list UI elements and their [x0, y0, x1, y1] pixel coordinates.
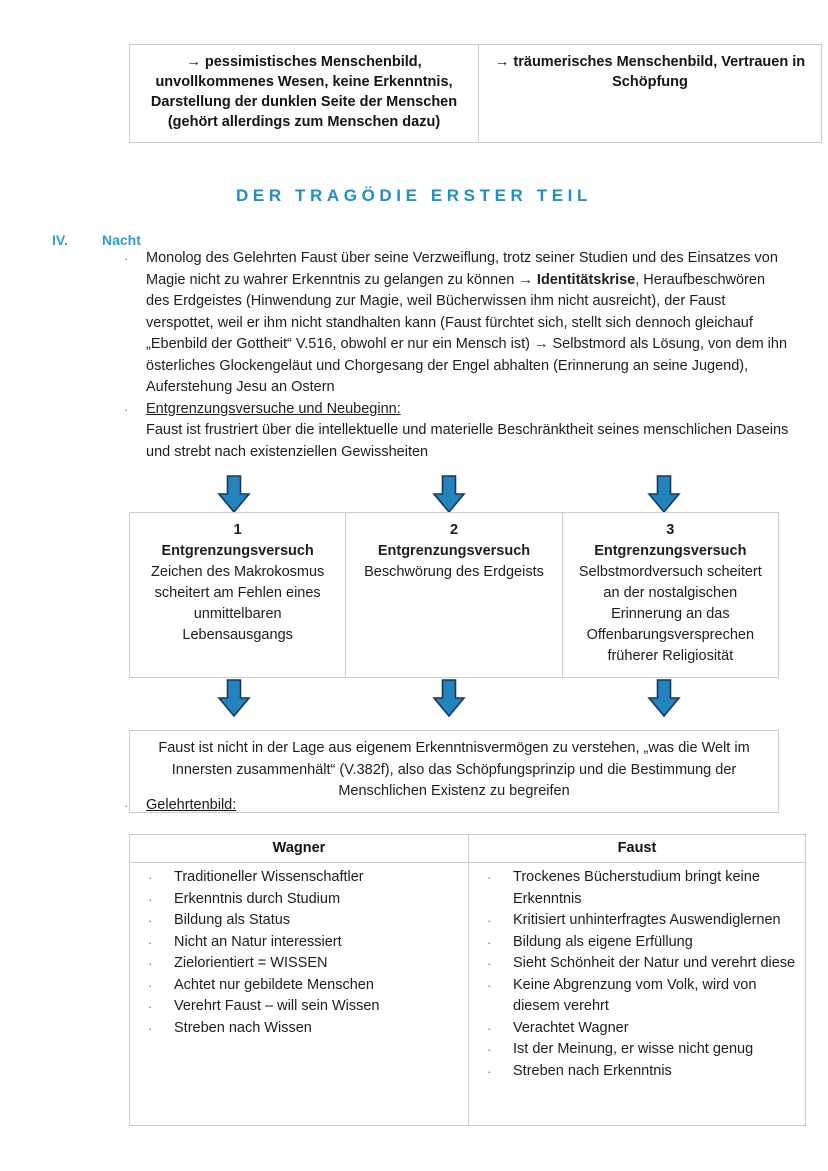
attempt-number: 1: [233, 522, 242, 538]
list-item-text: Ist der Meinung, er wisse nicht genug: [513, 1041, 754, 1057]
list-item-text: [146, 248, 790, 399]
list-item: [475, 975, 799, 1018]
gelehrtenbild-label: Gelehrtenbild:: [146, 797, 237, 813]
bullet-marker: ·: [124, 251, 129, 266]
down-block-arrow-icon: [644, 474, 692, 516]
table-row: [130, 863, 806, 1126]
attempt-heading: Entgrenzungsversuch: [377, 543, 531, 559]
bullet-marker: ·: [148, 870, 153, 885]
bullet-marker: ·: [487, 913, 492, 928]
bullet-marker: ·: [487, 1042, 492, 1057]
bullet-marker: ·: [124, 798, 129, 813]
section-heading: [52, 232, 452, 248]
attempt-heading: Entgrenzungsversuch: [161, 543, 314, 559]
bullet-marker: ·: [148, 934, 153, 950]
attempt-body: Zeichen des Makrokosmus scheitert am Fehlen eines unmittelbaren Lebensausgangs: [151, 564, 325, 643]
list-item-text: Kritisiert unhinterfragtes Auswendiglernen: [513, 912, 781, 928]
bullet-marker: ·: [487, 1063, 492, 1079]
menschenbild-comparison-table: [129, 44, 822, 143]
arrow-row-to-attempts: [129, 474, 779, 516]
list-item: [136, 867, 462, 889]
list-item: [475, 910, 799, 932]
wagner-cell: [130, 863, 469, 1126]
text-run: Faust ist frustriert über die intellektuelle und materielle Beschränktheit seines menschlichen Daseins und strebt nach existenziellen Gewissheiten: [146, 422, 789, 460]
down-block-arrow-icon: [429, 474, 477, 516]
text-run: Identitätskrise: [536, 271, 636, 288]
list-item-text: Verachtet Wagner: [513, 1019, 629, 1036]
nacht-summary-list: [118, 248, 790, 463]
list-item-text: Zielorientiert = WISSEN: [174, 955, 328, 971]
list-item-text: Verehrt Faust – will sein Wissen: [174, 998, 380, 1014]
text-run: Entgrenzungsversuche und Neubeginn:: [146, 400, 401, 417]
attempt-number: 2: [449, 522, 459, 538]
list-item-text: Sieht Schönheit der Natur und verehrt diese: [513, 955, 796, 971]
wagner-faust-table: [129, 834, 806, 1126]
down-block-arrow-icon: [214, 678, 262, 720]
conclusion-text: Faust ist nicht in der Lage aus eigenem Erkenntnisvermögen zu verstehen, „was die Welt im Innersten zusammenhält“ (V.382f), also das Schöpfungsprinzip und die Bestimmung der Menschlichen Existenz zu begreifen: [130, 731, 779, 813]
section-number: IV.: [52, 232, 68, 248]
list-item-text: Achtet nur gebildete Menschen: [174, 976, 374, 993]
arrow-row-to-conclusion: [129, 678, 779, 720]
bullet-marker: ·: [487, 934, 492, 950]
bullet-marker: ·: [124, 401, 129, 417]
list-item-text: Bildung als eigene Erfüllung: [513, 933, 693, 950]
attempt-heading: Entgrenzungsversuch: [594, 543, 747, 559]
list-item-text: Trockenes Bücherstudium bringt keine Erkenntnis: [513, 869, 760, 907]
list-item-text: Bildung als Status: [174, 912, 291, 928]
text-run: Monolog des Gelehrten Faust über seine Verzweiflung, trotz seiner Studien und des Einsatzes von Magie nicht zu wahrer Erkenntnis zu gelangen zu können →: [146, 250, 778, 288]
list-item: [475, 1039, 799, 1061]
bullet-marker: ·: [148, 999, 153, 1014]
list-item: [475, 1061, 799, 1083]
list-item: [475, 1018, 799, 1040]
faust-trait-list: [475, 867, 799, 1082]
list-item: [475, 867, 799, 910]
down-block-arrow-icon: [214, 474, 262, 516]
bullet-marker: ·: [148, 1020, 153, 1036]
bullet-marker: ·: [487, 977, 492, 993]
table-row: [130, 45, 822, 143]
table-row: [130, 513, 779, 678]
list-item: [136, 889, 462, 911]
list-item: [136, 953, 462, 975]
attempt-number: 3: [666, 522, 675, 538]
list-item: [136, 932, 462, 954]
bullet-marker: ·: [148, 956, 153, 971]
wagner-trait-list: [136, 867, 462, 1039]
list-item-text: Erkenntnis durch Studium: [174, 890, 341, 907]
list-item-text: Keine Abgrenzung vom Volk, wird von diesem verehrt: [513, 976, 757, 1014]
attempt-body: Selbstmordversuch scheitert an der nostalgischen Erinnerung an das Offenbarungsversprechen früherer Religiosität: [578, 564, 762, 664]
list-item-text: Traditioneller Wissenschaftler: [174, 869, 364, 885]
list-item: [136, 1018, 462, 1040]
list-item: [136, 975, 462, 997]
list-item: [475, 953, 799, 975]
menschenbild-dreamy-cell: → träumerisches Menschenbild, Vertrauen in Schöpfung: [479, 45, 822, 143]
column-header-faust: Faust: [469, 835, 806, 863]
list-item-text: Nicht an Natur interessiert: [174, 933, 342, 950]
entgrenzungsversuch-cell: [346, 513, 562, 678]
list-item-text: [146, 399, 790, 464]
list-item-text: Streben nach Wissen: [174, 1019, 312, 1036]
table-header-row: [130, 835, 806, 863]
gelehrtenbild-line: [118, 795, 718, 817]
faust-cell: [469, 863, 806, 1126]
list-item: [136, 996, 462, 1018]
down-block-arrow-icon: [644, 678, 692, 720]
bullet-marker: ·: [148, 913, 153, 928]
down-block-arrow-icon: [429, 678, 477, 720]
list-item: [118, 399, 790, 464]
column-header-wagner: Wagner: [130, 835, 469, 863]
entgrenzungsversuch-cell: [562, 513, 778, 678]
bullet-marker: ·: [487, 870, 492, 885]
page-title: DER TRAGÖDIE ERSTER TEIL: [236, 186, 592, 205]
bullet-marker: ·: [148, 977, 153, 993]
menschenbild-pessimistic-cell: → pessimistisches Menschenbild, unvollkommenes Wesen, keine Erkenntnis, Darstellung der dunklen Seite der Menschen (gehört allerdings zum Menschen dazu): [130, 45, 479, 143]
bullet-marker: ·: [487, 956, 492, 971]
list-item: [136, 910, 462, 932]
bullet-marker: ·: [487, 1020, 492, 1036]
list-item: [118, 248, 790, 399]
text-run: , Heraufbeschwören des Erdgeistes (Hinwendung zur Magie, weil Bücherwissen ihm nicht ausreicht), der Faust verspottet, weil er ihm nicht standhalten kann (Faust fürchtet sich, stellt sich dennoch gleichauf „Ebenbild der Gottheit“ V.516, obwohl er nur ein Mensch ist) → Selbstmord als Lösung, von dem ihn österliches Glockengeläut und Chorgesang der Engel abhalten (Erinnerung an seine Jugend), Auferstehung Jesu an Ostern: [146, 271, 788, 395]
attempt-body: Beschwörung des Erdgeists: [364, 564, 544, 580]
entgrenzungsversuch-cell: [130, 513, 346, 678]
bullet-marker: ·: [148, 891, 153, 907]
list-item-text: Streben nach Erkenntnis: [513, 1062, 672, 1079]
section-label: Nacht: [102, 232, 141, 248]
list-item: [475, 932, 799, 954]
entgrenzungsversuche-table: [129, 512, 779, 678]
